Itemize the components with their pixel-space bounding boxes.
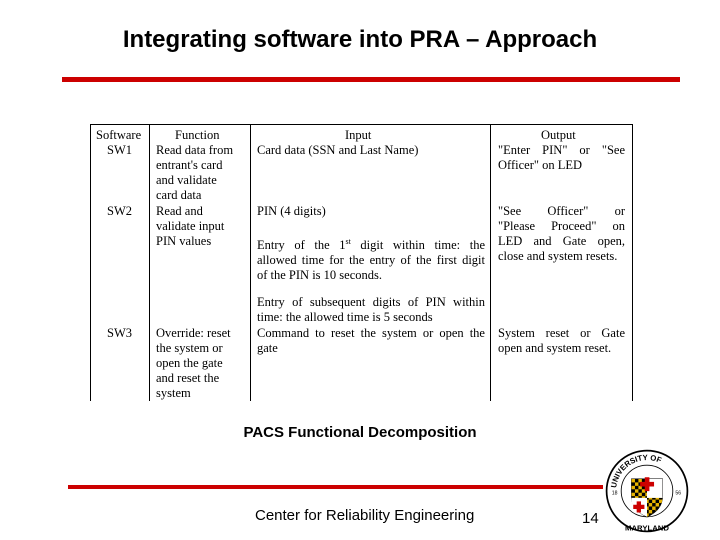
row-sw1-software: SW1 — [107, 143, 132, 157]
ordinal-suffix: st — [345, 237, 351, 246]
row-sw2-software: SW2 — [107, 204, 132, 218]
text-line: and validate — [156, 173, 217, 187]
text-line: PIN values — [156, 234, 212, 248]
title-divider — [62, 77, 680, 82]
text-line: Officer" on LED — [498, 158, 583, 172]
row-sw1-output — [498, 143, 625, 173]
row-sw1-input — [257, 143, 485, 158]
header-software: Software — [96, 128, 142, 142]
svg-text:18: 18 — [611, 490, 618, 497]
text-line: time: the allowed time is 5 seconds — [257, 310, 433, 324]
column-divider — [250, 125, 251, 401]
text-line: Read and — [156, 204, 203, 218]
text-line: validate input — [156, 219, 225, 233]
slide-title: Integrating software into PRA – Approach — [122, 26, 598, 53]
text-line: "Please Proceed" on — [498, 219, 625, 233]
text-line: Command to reset the system or open the — [257, 326, 485, 340]
text-line: "See Officer" or — [498, 204, 625, 218]
column-divider — [149, 125, 150, 401]
text-line: card data — [156, 188, 202, 202]
text-fragment: Entry of the 1 — [257, 238, 346, 253]
text-line: Read data from — [156, 143, 234, 157]
text-line: entrant's card — [156, 158, 223, 172]
text-line: open and system reset. — [498, 341, 612, 355]
header-output: Output — [541, 128, 576, 142]
text-line: System reset or Gate — [498, 326, 625, 340]
text-fragment: digit within time: the — [350, 238, 485, 253]
footer-text: Center for Reliability Engineering — [255, 507, 475, 524]
row-sw1-function — [156, 143, 246, 203]
text-line: Card data (SSN and Last Name) — [257, 143, 419, 157]
header-function: Function — [175, 128, 220, 142]
row-sw2-input — [257, 204, 485, 219]
row-sw3-function — [156, 326, 246, 401]
table-caption: PACS Functional Decomposition — [243, 424, 477, 441]
row-sw3-output — [498, 326, 625, 356]
header-input: Input — [345, 128, 372, 142]
text-line: Override: reset — [156, 326, 231, 340]
svg-text:56: 56 — [675, 490, 682, 497]
row-sw3-software: SW3 — [107, 326, 132, 340]
text-line: gate — [257, 341, 278, 355]
text-line: and reset the — [156, 371, 220, 385]
text-line — [257, 234, 485, 253]
text-line: Entry of subsequent digits of PIN within — [257, 295, 485, 309]
text-line: the system or — [156, 341, 223, 355]
svg-text:MARYLAND: MARYLAND — [625, 523, 669, 533]
svg-text:UNIVERSITY OF: UNIVERSITY OF — [609, 452, 663, 489]
university-seal-logo — [604, 448, 690, 534]
column-divider — [490, 125, 491, 401]
text-line: "Enter PIN" or "See — [498, 143, 625, 157]
row-sw2-first-digit-rule — [257, 234, 485, 283]
page-number: 14 — [582, 510, 599, 527]
row-sw3-input — [257, 326, 485, 356]
row-sw2-output — [498, 204, 625, 264]
text-line: PIN (4 digits) — [257, 204, 326, 218]
text-line: close and system resets. — [498, 249, 618, 263]
functional-decomposition-table — [90, 124, 633, 401]
text-line: open the gate — [156, 356, 223, 370]
text-line: LED and Gate open, — [498, 234, 625, 248]
footer-divider — [68, 485, 603, 489]
row-sw2-function — [156, 204, 246, 249]
row-sw2-subsequent-digit-rule — [257, 295, 485, 325]
text-line: system — [156, 386, 191, 400]
text-line: allowed time for the entry of the first digit — [257, 253, 485, 268]
text-line: of the PIN is 10 seconds. — [257, 268, 382, 283]
